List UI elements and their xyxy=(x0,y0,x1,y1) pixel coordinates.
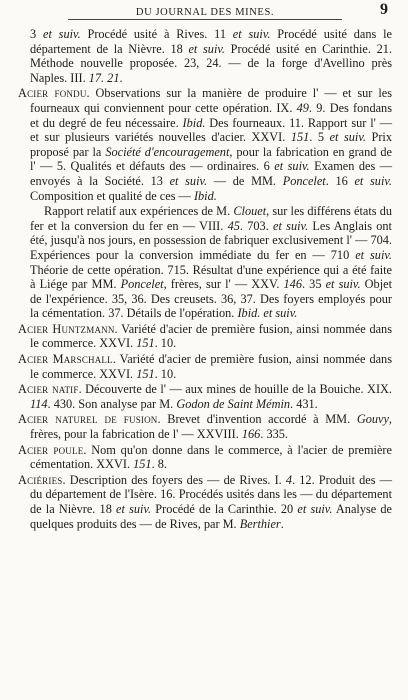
running-title: DU JOURNAL DES MINES. xyxy=(135,7,275,18)
italic-reference: Gouvy xyxy=(356,412,389,427)
index-entry xyxy=(18,443,392,472)
entry-text: Procédé usité dans le département de la Nièvre. 18 xyxy=(30,27,392,56)
index-entry xyxy=(18,412,392,441)
index-entry xyxy=(18,473,392,531)
italic-reference: Poncelet xyxy=(282,173,326,188)
entry-text: . 10. xyxy=(154,366,177,381)
entry-text: Composition et qualité de ces — xyxy=(30,188,194,203)
italic-reference: et suiv. xyxy=(116,502,152,516)
entry-text: Procédé usité en Carinthie. 21. Méthode nouvelle proposée. 23, 24. — de la forge d'Avellino près Naples. III. xyxy=(30,41,393,85)
entry-text: , sur les différens états du fer et la conversion du fer en — VIII. xyxy=(30,204,392,233)
entry-text: Procédé de la Carinthie. 20 xyxy=(151,502,298,516)
index-continuation xyxy=(18,27,392,85)
entry-text: . xyxy=(280,516,284,531)
entry-text: . 431. xyxy=(290,396,318,411)
entry-text: . Variété d'acier de première fusion, ainsi nommée dans le commerce. XXVI. xyxy=(30,352,392,381)
italic-reference: et suiv. xyxy=(169,173,208,188)
italic-reference: et suiv. xyxy=(297,502,333,516)
entry-headword: Acier natif xyxy=(18,382,79,397)
italic-reference: 114 xyxy=(30,396,48,411)
italic-reference: 49 xyxy=(296,100,309,115)
entry-text: — de MM. xyxy=(207,173,283,188)
page-number: 9 xyxy=(380,1,388,18)
entry-text: . xyxy=(119,70,123,85)
index-entry xyxy=(18,352,392,381)
running-head xyxy=(18,1,392,22)
italic-reference: et suiv. xyxy=(232,27,271,41)
entry-text: Les Anglais ont été, jusqu'à nos jours, en possession de fabriquer exclusivement l' — 704. Expériences pour la conversion immédiate du fer en — 710 xyxy=(30,218,392,262)
italic-reference: 151 xyxy=(136,336,155,351)
entry-text: Procédé usité à Rives. 11 xyxy=(80,27,233,41)
entry-text: . 35 xyxy=(301,277,326,292)
index-body xyxy=(18,27,392,531)
index-entry xyxy=(18,86,392,203)
italic-reference: Poncelet xyxy=(120,277,164,292)
italic-reference: 151 xyxy=(136,366,155,381)
entry-text: . Brevet d'invention accordé à MM. xyxy=(157,412,357,427)
italic-reference: et suiv. xyxy=(274,159,310,174)
entry-text: . 335. xyxy=(260,427,288,442)
italic-reference: Godon de Saint Mémin xyxy=(176,396,291,411)
entry-text: , pour la fabrication en grand de l' — 5. Qualités et défauts des — ordinaires. 6 xyxy=(30,144,392,174)
entry-text: . 703. xyxy=(239,218,274,233)
italic-reference: 146 xyxy=(283,277,302,292)
italic-reference: 17. 21 xyxy=(88,70,120,85)
entry-text: . 12. Produit des — du département de l'Isère. 16. Procédés usités dans les — du département de la Nièvre. 18 xyxy=(30,472,392,516)
entry-headword: Acier fondu xyxy=(18,86,87,101)
entry-text: . 10. xyxy=(154,336,177,351)
entry-text: Des fourneaux. 11. Rapport sur l' — et sur plusieurs variétés nouvelles d'acier. XXVI. xyxy=(30,115,392,145)
italic-reference: 45 xyxy=(227,218,240,233)
header-rule xyxy=(68,19,342,20)
entry-text: . Découverte de l' — aux mines de houille de la Bouiche. XIX. xyxy=(78,382,392,397)
entry-text: . 16 xyxy=(325,173,355,188)
entry-text: . 430. Son analyse par M. xyxy=(47,396,177,411)
italic-reference: Ibid. et suiv. xyxy=(237,306,298,321)
italic-reference: Ibid. xyxy=(182,115,206,130)
italic-reference: 4 xyxy=(285,472,293,487)
entry-text: . Nom qu'on donne dans le commerce, à l'acier de première cémentation. XXVI. xyxy=(30,442,392,472)
italic-reference: et suiv. xyxy=(42,27,81,41)
index-entry xyxy=(18,322,392,351)
entry-headword: Acier Huntzmann xyxy=(18,321,115,336)
italic-reference: 166 xyxy=(241,427,261,442)
entry-text: , frères, sur l' — XXV. xyxy=(163,277,284,292)
entry-text: Prix proposé par la xyxy=(30,130,392,159)
entry-text: 3 xyxy=(30,27,43,41)
entry-headword: Acier naturel de fusion xyxy=(18,412,158,427)
entry-headword: Aciéries xyxy=(18,472,63,487)
entry-text: , frères, pour la fabrication de l' — XXVIII. xyxy=(30,412,392,442)
entry-text: Analyse de quelques produits des — de Rives, par M. xyxy=(30,502,393,531)
entry-text: Théorie de cette opération. 715. Résultat d'une expérience qui a été faite à Liége par MM. xyxy=(30,262,392,292)
entry-text: . 8. xyxy=(151,457,167,472)
italic-reference: et suiv. xyxy=(188,41,225,56)
entry-headword: Acier Marschall xyxy=(18,352,113,367)
entry-text: . 5 xyxy=(309,130,330,145)
index-entry xyxy=(18,382,392,411)
entry-text: . Variété d'acier de première fusion, ainsi nommée dans le commerce. XXVI. xyxy=(30,321,392,351)
italic-reference: 151 xyxy=(133,457,152,472)
entry-headword: Acier poule xyxy=(18,442,84,457)
entry-text: . Description des foyers des — de Rives. I. xyxy=(62,472,286,487)
italic-reference: Société d'encouragement xyxy=(105,144,230,159)
entry-text: Examen des — envoyés à la Société. 13 xyxy=(30,159,393,188)
italic-reference: et suiv. xyxy=(273,218,309,233)
italic-reference: et suiv. xyxy=(325,277,361,292)
italic-reference: et suiv. xyxy=(354,173,392,188)
italic-reference: Ibid. xyxy=(193,188,217,203)
index-subparagraph xyxy=(18,204,392,321)
italic-reference: Berthier xyxy=(239,516,281,531)
italic-reference: Clouet xyxy=(233,204,267,219)
italic-reference: et suiv. xyxy=(355,247,392,262)
entry-text: Rapport relatif aux expériences de M. xyxy=(44,204,234,219)
italic-reference: 151 xyxy=(290,130,310,145)
entry-text: . Observations sur la manière de produire l' — et sur les fourneaux qui conviennent pour cette opération. IX. xyxy=(30,86,392,115)
entry-text: Objet de l'expérience. 35, 36. Des creusets. 36, 37. Des foyers employés pour la cémentation. 37. Détails de l'opération. xyxy=(30,277,393,321)
italic-reference: et suiv. xyxy=(329,130,366,145)
entry-text: . 9. Des fondans et du degré de feu nécessaire. xyxy=(30,100,392,130)
